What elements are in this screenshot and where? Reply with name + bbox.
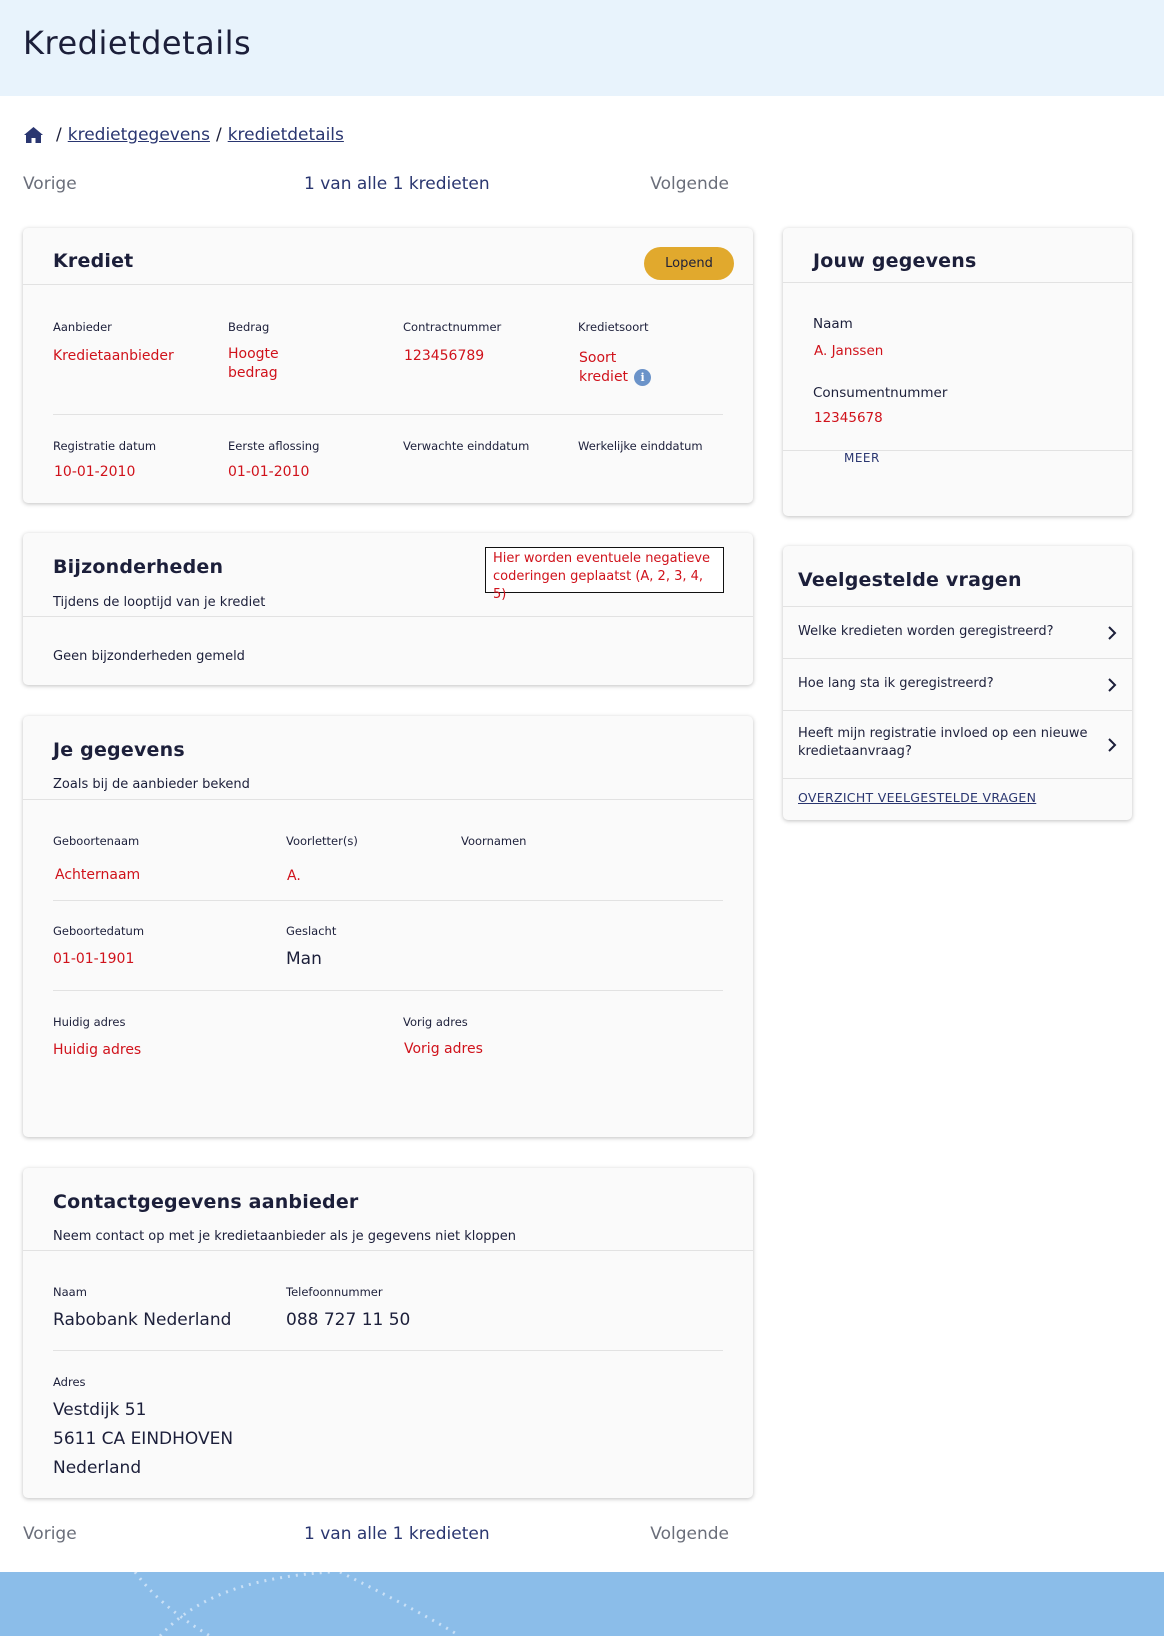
bijzonderheden-subtitle: Tijdens de looptijd van je krediet [53,595,266,610]
breadcrumb-separator: / [215,125,222,145]
bedrag-value-line: Hoogte [228,346,279,362]
faq-question-line: Heeft mijn registratie invloed op een nieuwe [798,726,1088,741]
krediet-title: Krediet [53,250,134,272]
je-gegevens-subtitle: Zoals bij de aanbieder bekend [53,777,250,792]
divider [783,450,1132,451]
naam-value: A. Janssen [814,343,884,359]
pager-count: 1 van alle 1 kredieten [304,1524,490,1544]
contact-subtitle: Neem contact op met je kredietaanbieder als je gegevens niet kloppen [53,1229,517,1244]
eerste-aflossing-value: 01-01-2010 [228,464,310,480]
faq-overview-link[interactable]: OVERZICHT VEELGESTELDE VRAGEN [798,790,1037,805]
contact-title: Contactgegevens aanbieder [53,1191,359,1213]
je-gegevens-title: Je gegevens [53,739,185,761]
bedrag-value [228,345,279,383]
bijzonderheden-title: Bijzonderheden [53,556,224,578]
previous-link[interactable]: Vorige [23,1524,77,1544]
geslacht-value: Man [286,949,322,969]
bijzonderheden-empty-text: Geen bijzonderheden gemeld [53,649,245,664]
divider [783,778,1132,779]
faq-card [783,546,1132,820]
eerste-aflossing-label: Eerste aflossing [228,439,320,453]
adres-line: Nederland [53,1458,142,1478]
page-title: Kredietdetails [23,24,252,62]
next-link[interactable]: Volgende [650,1524,729,1544]
huidig-adres-value: Huidig adres [53,1042,142,1058]
divider [23,1250,753,1251]
negative-codes-note [485,547,724,602]
chevron-right-icon [1106,738,1118,752]
kredietsoort-value-line: Soort [579,350,617,366]
jouw-gegevens-card [783,228,1132,516]
pager-top [23,174,729,198]
faq-item[interactable] [783,606,1132,658]
breadcrumb-link-kredietdetails[interactable]: kredietdetails [227,125,344,145]
footer-decoration [0,1572,1164,1636]
faq-item[interactable] [783,710,1132,778]
divider [53,990,723,991]
pager-count: 1 van alle 1 kredieten [304,174,490,194]
note-line: coderingen geplaatst (A, 2, 3, 4, 5) [493,569,704,602]
je-gegevens-card [23,716,753,1137]
next-link[interactable]: Volgende [650,174,729,194]
voornamen-label: Voornamen [461,834,527,848]
contact-naam-label: Naam [53,1285,87,1299]
adres-value [53,1396,233,1483]
geboortedatum-value: 01-01-1901 [53,951,135,967]
krediet-card [23,228,753,503]
contact-naam-value: Rabobank Nederland [53,1310,232,1330]
adres-line: Vestdijk 51 [53,1400,147,1420]
chevron-right-icon [1106,678,1118,692]
geslacht-label: Geslacht [286,924,337,938]
verwachte-einddatum-label: Verwachte einddatum [403,439,530,453]
jouw-gegevens-title: Jouw gegevens [813,250,977,272]
contractnummer-label: Contractnummer [403,320,502,334]
divider [53,1350,723,1351]
vorig-adres-label: Vorig adres [403,1015,468,1029]
adres-label: Adres [53,1375,86,1389]
aanbieder-value: Kredietaanbieder [53,348,174,364]
previous-link[interactable]: Vorige [23,174,77,194]
adres-line: 5611 CA EINDHOVEN [53,1429,234,1449]
faq-title: Veelgestelde vragen [798,569,1022,591]
info-icon[interactable]: i [634,369,651,386]
more-button[interactable]: MEER [844,451,880,465]
faq-question: Hoe lang sta ik geregistreerd? [798,676,994,691]
voorletters-label: Voorletter(s) [286,834,358,848]
pager-bottom [23,1524,729,1548]
voorletters-value: A. [287,868,301,884]
werkelijke-einddatum-label: Werkelijke einddatum [578,439,703,453]
huidig-adres-label: Huidig adres [53,1015,126,1029]
divider [783,282,1132,283]
breadcrumb [23,123,344,147]
divider [53,900,723,901]
chevron-right-icon [1106,626,1118,640]
kredietsoort-value-line: krediet [579,369,629,385]
faq-question: Welke kredieten worden geregistreerd? [798,624,1054,639]
faq-question-line: kredietaanvraag? [798,744,912,759]
bedrag-value-line: bedrag [228,365,278,381]
contractnummer-value: 123456789 [404,348,485,364]
contactgegevens-card [23,1168,753,1498]
footer [0,1572,1164,1636]
kredietsoort-label: Kredietsoort [578,320,649,334]
bedrag-label: Bedrag [228,320,270,334]
home-icon[interactable] [23,126,44,144]
breadcrumb-separator: / [56,125,62,145]
consumentnummer-value: 12345678 [814,410,883,426]
registratie-datum-label: Registratie datum [53,439,157,453]
geboortenaam-label: Geboortenaam [53,834,140,848]
divider [23,284,753,285]
page-header [0,0,1164,96]
divider [23,616,753,617]
kredietsoort-value [579,349,651,387]
faq-item[interactable] [783,658,1132,710]
consumentnummer-label: Consumentnummer [813,385,948,401]
bijzonderheden-card [23,533,753,685]
naam-label: Naam [813,316,853,332]
divider [53,414,723,415]
telefoon-label: Telefoonnummer [286,1285,383,1299]
status-badge: Lopend [644,247,734,280]
note-line: Hier worden eventuele negatieve [493,551,711,566]
divider [23,799,753,800]
registratie-datum-value: 10-01-2010 [54,464,136,480]
telefoon-value: 088 727 11 50 [286,1310,411,1330]
breadcrumb-link-kredietgegevens[interactable]: kredietgegevens [67,125,210,145]
vorig-adres-value: Vorig adres [404,1041,483,1057]
aanbieder-label: Aanbieder [53,320,112,334]
geboortedatum-label: Geboortedatum [53,924,145,938]
geboortenaam-value: Achternaam [55,867,141,883]
faq-question [798,725,1088,761]
